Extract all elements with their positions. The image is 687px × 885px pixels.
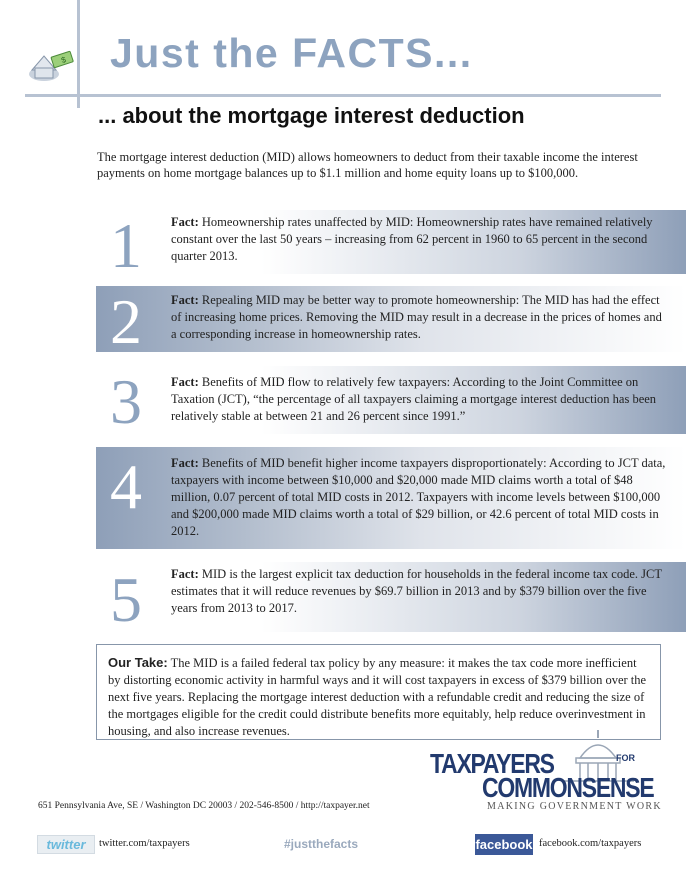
- fact-label: Fact:: [171, 293, 199, 307]
- facebook-icon[interactable]: facebook: [475, 834, 533, 855]
- fact-label: Fact:: [171, 567, 199, 581]
- brand-tagline: MAKING GOVERNMENT WORK: [487, 801, 662, 812]
- page-title: Just the FACTS...: [110, 30, 473, 76]
- fact-number: 1: [110, 210, 142, 281]
- header-horizontal-rule: [25, 94, 661, 97]
- fact-label: Fact:: [171, 456, 199, 470]
- intro-paragraph: The mortgage interest deduction (MID) allows homeowners to deduct from their taxable income the interest payments on home mortgage balances up to $1.1 million and home equity loans up to $100,000.: [97, 150, 638, 180]
- facebook-link[interactable]: facebook.com/taxpayers: [539, 838, 642, 849]
- brand-line2: [482, 772, 653, 804]
- fact-text: MID is the largest explicit tax deduction for households in the federal income tax code. JCT estimates that it will reduce revenues by $69.7 billion in 2013 and by $379 billion over the five years from 2013 to 2017.: [171, 567, 662, 615]
- twitter-link[interactable]: twitter.com/taxpayers: [99, 838, 190, 849]
- brand-sense: SENSE: [581, 772, 654, 803]
- our-take-box: [96, 644, 661, 740]
- fact-card-2: [96, 286, 686, 357]
- svg-text:$: $: [60, 55, 68, 66]
- taxpayers-logo: [430, 728, 662, 814]
- fact-body: [171, 566, 670, 617]
- fact-number: 5: [110, 564, 142, 635]
- fact-card-5: [96, 562, 686, 635]
- fact-label: Fact:: [171, 375, 199, 389]
- fact-body: [171, 292, 670, 343]
- brand-common: COMMON: [482, 772, 582, 803]
- footer-address: 651 Pennsylvania Ave, SE / Washington DC 20003 / 202-546-8500 / http://taxpayer.net: [38, 801, 370, 811]
- twitter-icon[interactable]: twitter: [37, 835, 95, 854]
- brand-line1: TAXPAYERS: [430, 748, 554, 779]
- fact-card-4: [96, 447, 686, 549]
- hashtag: #justthefacts: [284, 837, 359, 851]
- fact-body: [171, 214, 670, 265]
- fact-text: Benefits of MID flow to relatively few taxpayers: According to the Joint Committee on Taxation (JCT), “the percentage of all taxpayers claiming a mortgage interest deduction has been relatively stable at between 21 and 26 percent since 1991.”: [171, 375, 657, 423]
- fact-number: 4: [110, 451, 142, 522]
- fact-text: Repealing MID may be better way to promote homeownership: The MID has had the effect of increasing home prices. Removing the MID may result in a decrease in the prices of homes and a corresponding increase in homeownership rates.: [171, 293, 662, 341]
- fact-text: Homeownership rates unaffected by MID: Homeownership rates have remained relatively constant over the last 50 years – increasing from 62 percent in 1960 to 65 percent in the second quarter 2013.: [171, 215, 653, 263]
- page-subtitle: ... about the mortgage interest deduction: [98, 103, 525, 128]
- fact-number: 2: [110, 286, 142, 357]
- house-with-dollar-icon: [24, 44, 78, 84]
- fact-text: Benefits of MID benefit higher income taxpayers disproportionately: According to JCT data, taxpayers with income between $10,000 and $20,000 made MID claims worth a total of $48 million, 0.07 percent of total MID costs in 2012. Taxpayers with income levels between $100,000 and $200,000 made MID claims worth a total of $29 billion, or 42.6 percent of total MID costs in 2012.: [171, 456, 666, 538]
- fact-label: Fact:: [171, 215, 199, 229]
- fact-card-3: [96, 366, 686, 437]
- fact-body: [171, 455, 670, 540]
- fact-body: [171, 374, 670, 425]
- our-take-text: The MID is a failed federal tax policy by any measure: it makes the tax code more inefficient by distorting economic activity in harmful ways and it will cost taxpayers in excess of $379 billion over the next five years. Replacing the mortgage interest deduction with a refundable credit and reducing the size of the mortgages eligible for the credit could distribute benefits more equitably, help reduce overinvestment in housing, and also increase revenues.: [108, 656, 647, 738]
- our-take-label: Our Take:: [108, 655, 168, 670]
- for-word: FOR: [616, 753, 635, 763]
- fact-number: 3: [110, 366, 142, 437]
- fact-card-1: [96, 210, 686, 281]
